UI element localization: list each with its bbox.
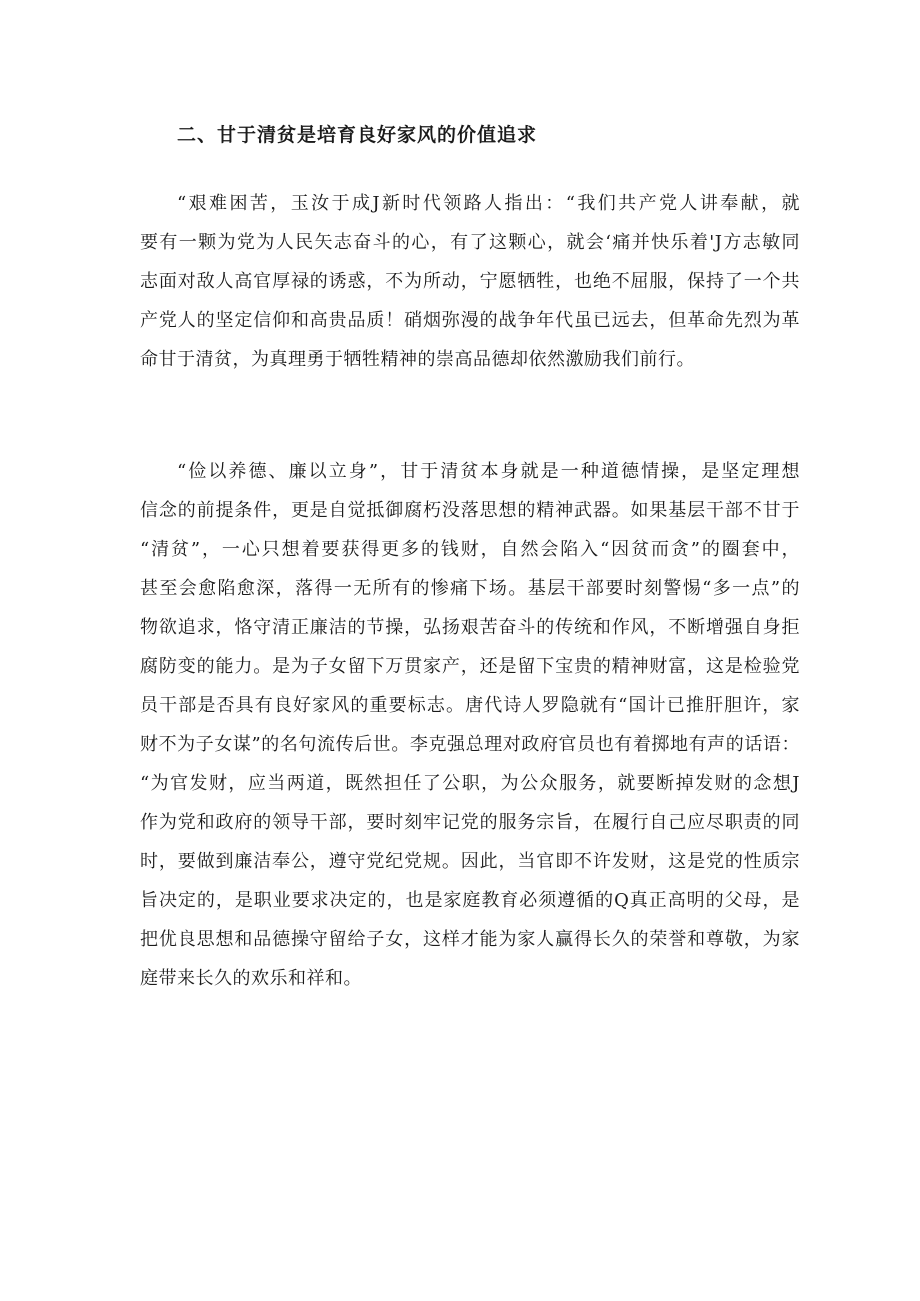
paragraph-line: 时，要做到廉洁奉公，遵守党纪党规。因此，当官即不许发财，这是党的性质宗 [140, 851, 800, 872]
paragraph-line: 物欲追求，恪守清正廉洁的节操，弘扬艰苦奋斗的传统和作风，不断增强自身拒 [140, 617, 800, 638]
paragraph-line: 甚至会愈陷愈深，落得一无所有的惨痛下场。基层干部要时刻警惕“多一点”的 [140, 578, 800, 599]
paragraph-line: 旨决定的，是职业要求决定的，也是家庭教育必须遵循的Q真正高明的父母，是 [140, 890, 800, 911]
paragraph-line: 庭带来长久的欢乐和祥和。 [140, 968, 362, 989]
section-heading: 二、甘于清贫是培育良好家风的价值追求 [177, 124, 538, 146]
paragraph-1 [140, 184, 800, 379]
paragraph-line: “清贫”，一心只想着要获得更多的钱财，自然会陷入“因贫而贪”的圈套中， [140, 539, 800, 560]
paragraph-line: 信念的前提条件，更是自觉抵御腐朽没落思想的精神武器。如果基层干部不甘于 [140, 500, 800, 521]
paragraph-line: 财不为子女谋”的名句流传后世。李克强总理对政府官员也有着掷地有声的话语： [140, 734, 800, 755]
paragraph-line: 志面对敌人高官厚禄的诱惑，不为所动，宁愿牺牲，也绝不屈服，保持了一个共 [140, 271, 800, 292]
paragraph-line: “为官发财，应当两道，既然担任了公职，为公众服务，就要断掉发财的念想J [140, 773, 800, 794]
paragraph-line: 作为党和政府的领导干部，要时刻牢记党的服务宗旨，在履行自己应尽职责的同 [140, 812, 800, 833]
paragraph-line: 员干部是否具有良好家风的重要标志。唐代诗人罗隐就有“国计已推肝胆许，家 [140, 695, 800, 716]
paragraph-line: 命甘于清贫，为真理勇于牺牲精神的崇高品德却依然激励我们前行。 [140, 349, 695, 370]
paragraph-2 [140, 452, 800, 998]
paragraph-line: 把优良思想和品德操守留给子女，这样才能为家人赢得长久的荣誉和尊敬，为家 [140, 929, 800, 950]
paragraph-line: 产党人的坚定信仰和高贵品质！硝烟弥漫的战争年代虽已远去，但革命先烈为革 [140, 310, 800, 331]
paragraph-line: “艰难困苦，玉汝于成J新时代领路人指出：“我们共产党人讲奉献，就 [177, 193, 800, 214]
paragraph-line: 腐防变的能力。是为子女留下万贯家产，还是留下宝贵的精神财富，这是检验党 [140, 656, 800, 677]
paragraph-line: 要有一颗为党为人民矢志奋斗的心，有了这颗心，就会‘痛并快乐着'J方志敏同 [140, 232, 800, 253]
paragraph-line: “俭以养德、廉以立身”，甘于清贫本身就是一种道德情操，是坚定理想 [177, 461, 800, 482]
